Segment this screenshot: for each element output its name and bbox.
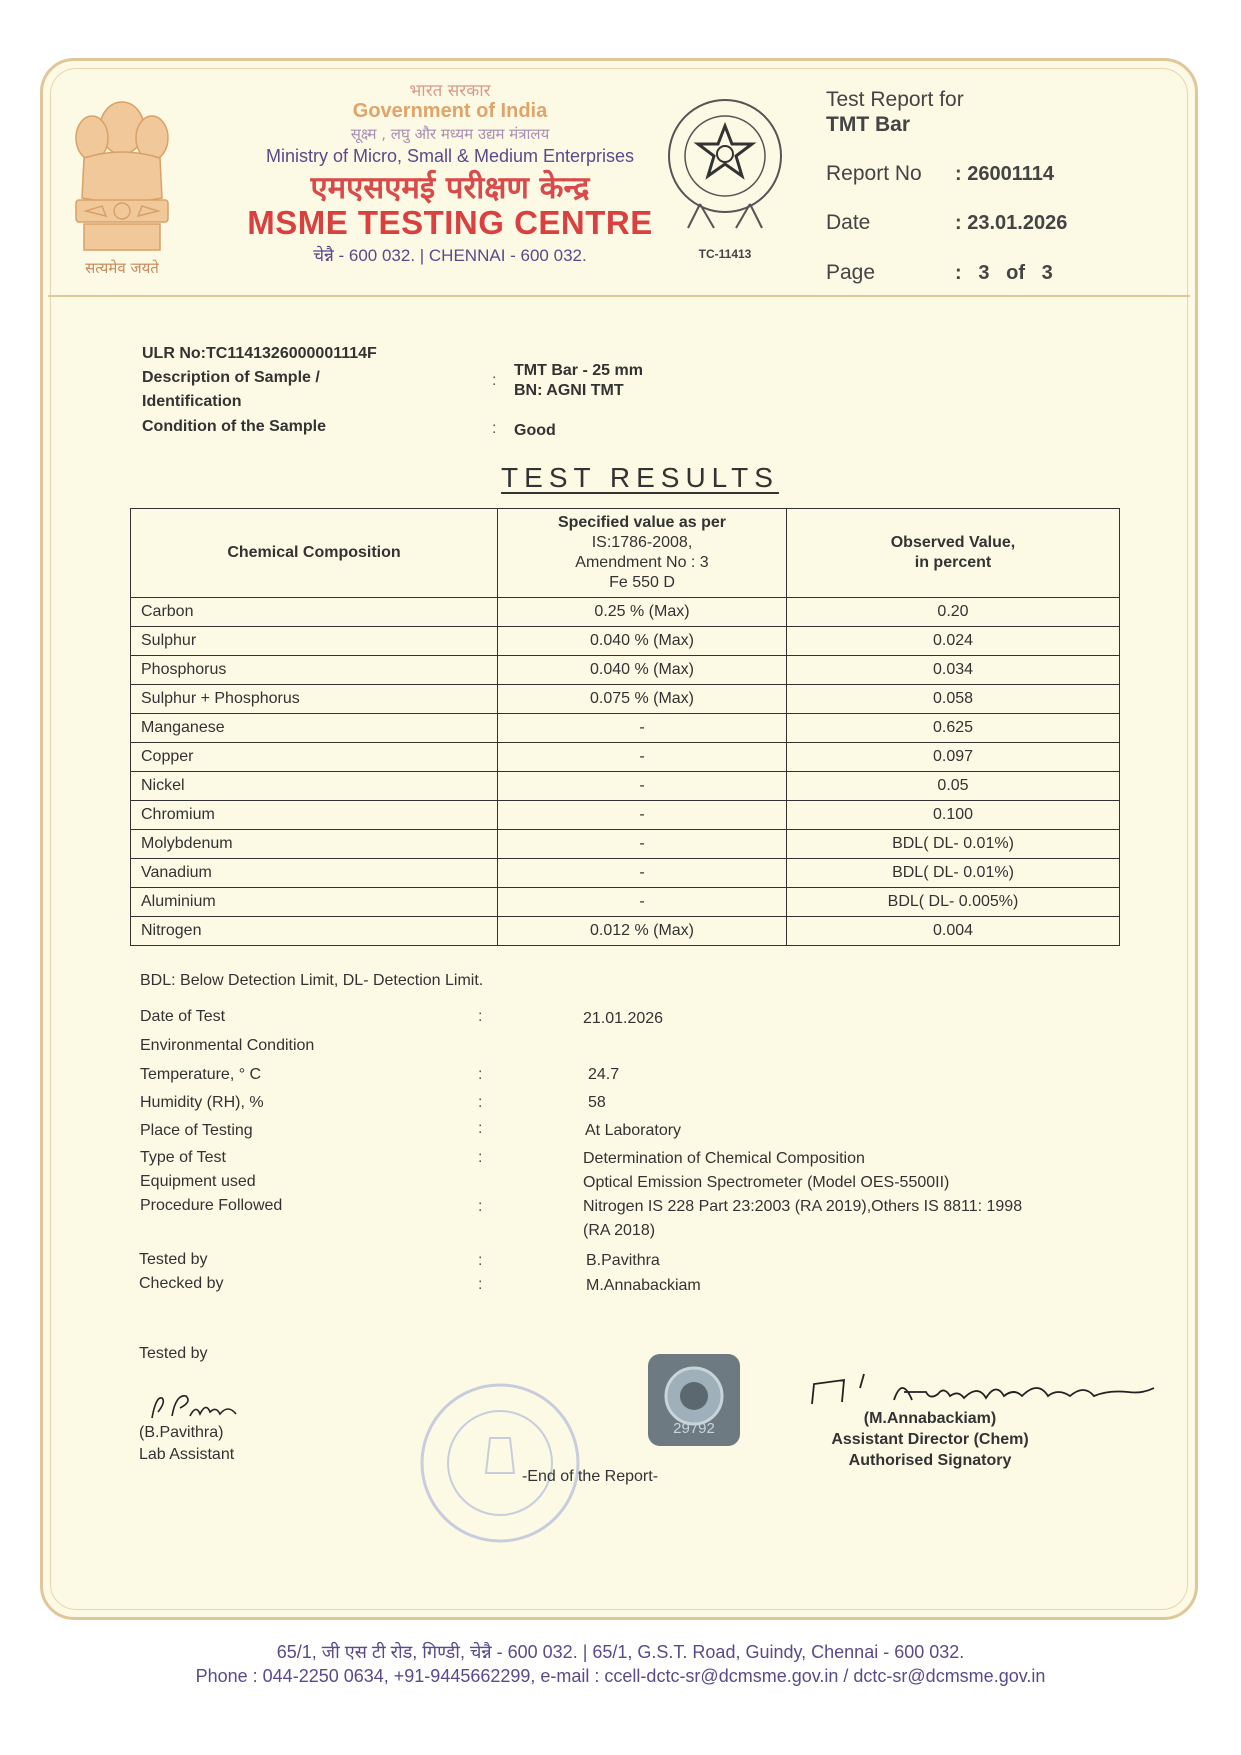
temperature-value: 24.7 <box>588 1066 620 1083</box>
spec-cell: 0.25 % (Max) <box>498 598 787 627</box>
table-row <box>131 801 1120 830</box>
element-cell: Carbon <box>131 598 498 627</box>
report-date-value: : 23.01.2026 <box>955 212 1068 234</box>
condition-value: Good <box>514 422 556 439</box>
right-signature-image <box>808 1370 1158 1410</box>
table-row <box>131 772 1120 801</box>
observed-cell: 0.20 <box>787 598 1120 627</box>
observed-cell: 0.625 <box>787 714 1120 743</box>
government-title: Government of India <box>352 100 548 122</box>
colon: : <box>478 1008 483 1025</box>
type-of-test-label: Type of Test <box>140 1149 226 1166</box>
spec-cell: 0.075 % (Max) <box>498 685 787 714</box>
element-cell: Molybdenum <box>131 830 498 859</box>
hindi-government-title: भारत सरकार <box>409 81 491 101</box>
hindi-ministry-title: सूक्ष्म , लघु और मध्यम उद्यम मंत्रालय <box>350 125 550 143</box>
description-label-2: Identification <box>142 393 242 410</box>
tested-by-value: B.Pavithra <box>586 1252 660 1269</box>
office-stamp-icon <box>410 1378 590 1548</box>
signature-tested-by-label: Tested by <box>139 1345 208 1362</box>
element-cell: Manganese <box>131 714 498 743</box>
observed-cell: 0.058 <box>787 685 1120 714</box>
observed-cell: BDL( DL- 0.005%) <box>787 888 1120 917</box>
observed-cell: 0.100 <box>787 801 1120 830</box>
table-row <box>131 627 1120 656</box>
left-signatory-role: Lab Assistant <box>139 1446 235 1463</box>
national-emblem-icon <box>62 88 182 258</box>
ulr-number: ULR No:TC1141326000001114F <box>142 345 377 362</box>
place-label: Place of Testing <box>140 1122 253 1139</box>
right-signatory-name: (M.Annabackiam) <box>863 1410 997 1427</box>
right-signatory-role: Assistant Director (Chem) <box>831 1431 1029 1448</box>
element-cell: Nitrogen <box>131 917 498 946</box>
table-row <box>131 714 1120 743</box>
report-for-label: Test Report for <box>826 88 964 111</box>
accreditation-number: TC-11413 <box>698 247 752 261</box>
table-row <box>131 685 1120 714</box>
description-label-1: Description of Sample / <box>142 369 320 386</box>
environmental-condition-label: Environmental Condition <box>140 1037 315 1054</box>
bdl-note: BDL: Below Detection Limit, DL- Detection Limit. <box>140 972 484 989</box>
spec-cell: 0.040 % (Max) <box>498 656 787 685</box>
procedure-label: Procedure Followed <box>140 1197 283 1214</box>
humidity-label: Humidity (RH), % <box>140 1094 264 1111</box>
element-cell: Vanadium <box>131 859 498 888</box>
observed-cell: 0.004 <box>787 917 1120 946</box>
observed-cell: 0.034 <box>787 656 1120 685</box>
spec-cell: - <box>498 801 787 830</box>
header-observed-value: Observed Value, in percent <box>787 509 1120 598</box>
element-cell: Chromium <box>131 801 498 830</box>
colon: : <box>478 1066 483 1083</box>
spec-cell: - <box>498 772 787 801</box>
report-date-label: Date <box>826 211 871 234</box>
equipment-label: Equipment used <box>140 1173 256 1190</box>
element-cell: Sulphur + Phosphorus <box>131 685 498 714</box>
spec-cell: - <box>498 743 787 772</box>
colon: : <box>478 1094 483 1111</box>
colon: : <box>478 1120 483 1137</box>
description-value-2: BN: AGNI TMT <box>514 382 624 399</box>
condition-colon: : <box>492 420 497 437</box>
footer-address: 65/1, जी एस टी रोड, गिण्डी, चेन्नै - 600 032. | 65/1, G.S.T. Road, Guindy, Chennai - 600 032. <box>276 1642 965 1662</box>
report-no-label: Report No <box>826 162 922 185</box>
header-chemical-composition: Chemical Composition <box>131 509 498 598</box>
spec-cell: - <box>498 888 787 917</box>
procedure-value-1: Nitrogen IS 228 Part 23:2003 (RA 2019),Others IS 8811: 1998 <box>583 1198 1023 1215</box>
tested-by-label: Tested by <box>139 1251 208 1268</box>
table-row <box>131 743 1120 772</box>
header-specified-value: Specified value as per IS:1786-2008, Amendment No : 3 Fe 550 D <box>498 509 787 598</box>
spec-cell: 0.040 % (Max) <box>498 627 787 656</box>
hologram-sticker <box>648 1354 740 1446</box>
spec-cell: - <box>498 859 787 888</box>
left-signature-image <box>146 1388 246 1426</box>
checked-by-label: Checked by <box>139 1275 224 1292</box>
element-cell: Sulphur <box>131 627 498 656</box>
condition-label: Condition of the Sample <box>142 418 326 435</box>
report-page-value: : 3 of 3 <box>955 262 1053 284</box>
colon: : <box>478 1198 483 1215</box>
description-value-1: TMT Bar - 25 mm <box>514 362 643 379</box>
report-item: TMT Bar <box>826 113 910 136</box>
footer-contact: Phone : 044-2250 0634, +91-9445662299, e-mail : ccell-dctc-sr@dcmsme.gov.in / dctc-sr@dcmsme.gov.in <box>195 1666 1046 1686</box>
colon: : <box>478 1276 483 1293</box>
colon: : <box>478 1149 483 1166</box>
description-colon: : <box>492 372 497 389</box>
element-cell: Nickel <box>131 772 498 801</box>
table-row <box>131 830 1120 859</box>
test-results-title: TEST RESULTS <box>501 462 779 493</box>
chemical-composition-table <box>130 508 1120 946</box>
equipment-value: Optical Emission Spectrometer (Model OES-5500II) <box>583 1174 950 1191</box>
end-of-report: -End of the Report- <box>521 1468 659 1485</box>
spec-cell: - <box>498 714 787 743</box>
report-no-value: : 26001114 <box>955 163 1054 185</box>
accreditation-seal-icon <box>660 96 790 236</box>
observed-cell: 0.024 <box>787 627 1120 656</box>
date-of-test-value: 21.01.2026 <box>583 1010 664 1027</box>
right-signatory-authority: Authorised Signatory <box>848 1452 1012 1469</box>
table-row <box>131 917 1120 946</box>
element-cell: Copper <box>131 743 498 772</box>
procedure-value-2: (RA 2018) <box>583 1222 656 1239</box>
emblem-motto: सत्यमेव जयते <box>85 259 159 277</box>
left-signatory-name: (B.Pavithra) <box>139 1424 224 1441</box>
temperature-label: Temperature, ° C <box>140 1066 262 1083</box>
observed-cell: BDL( DL- 0.01%) <box>787 830 1120 859</box>
type-of-test-value: Determination of Chemical Composition <box>583 1150 865 1167</box>
humidity-value: 58 <box>588 1094 606 1111</box>
observed-cell: 0.05 <box>787 772 1120 801</box>
checked-by-value: M.Annabackiam <box>586 1277 701 1294</box>
element-cell: Phosphorus <box>131 656 498 685</box>
spec-cell: - <box>498 830 787 859</box>
element-cell: Aluminium <box>131 888 498 917</box>
ministry-title: Ministry of Micro, Small & Medium Enterprises <box>265 146 635 166</box>
table-row <box>131 859 1120 888</box>
hindi-centre-title: एमएसएमई परीक्षण केन्द्र <box>310 170 590 206</box>
place-value: At Laboratory <box>585 1122 682 1139</box>
centre-address: चेन्नै - 600 032. | CHENNAI - 600 032. <box>313 246 587 265</box>
header-divider <box>48 295 1190 297</box>
colon: : <box>478 1252 483 1269</box>
observed-cell: BDL( DL- 0.01%) <box>787 859 1120 888</box>
table-header-row <box>131 509 1120 598</box>
spec-cell: 0.012 % (Max) <box>498 917 787 946</box>
hologram-number: 29792 <box>673 1420 715 1437</box>
observed-cell: 0.097 <box>787 743 1120 772</box>
table-row <box>131 888 1120 917</box>
date-of-test-label: Date of Test <box>140 1008 226 1025</box>
centre-title: MSME TESTING CENTRE <box>247 204 653 241</box>
table-row <box>131 598 1120 627</box>
table-row <box>131 656 1120 685</box>
report-page-label: Page <box>826 261 876 284</box>
